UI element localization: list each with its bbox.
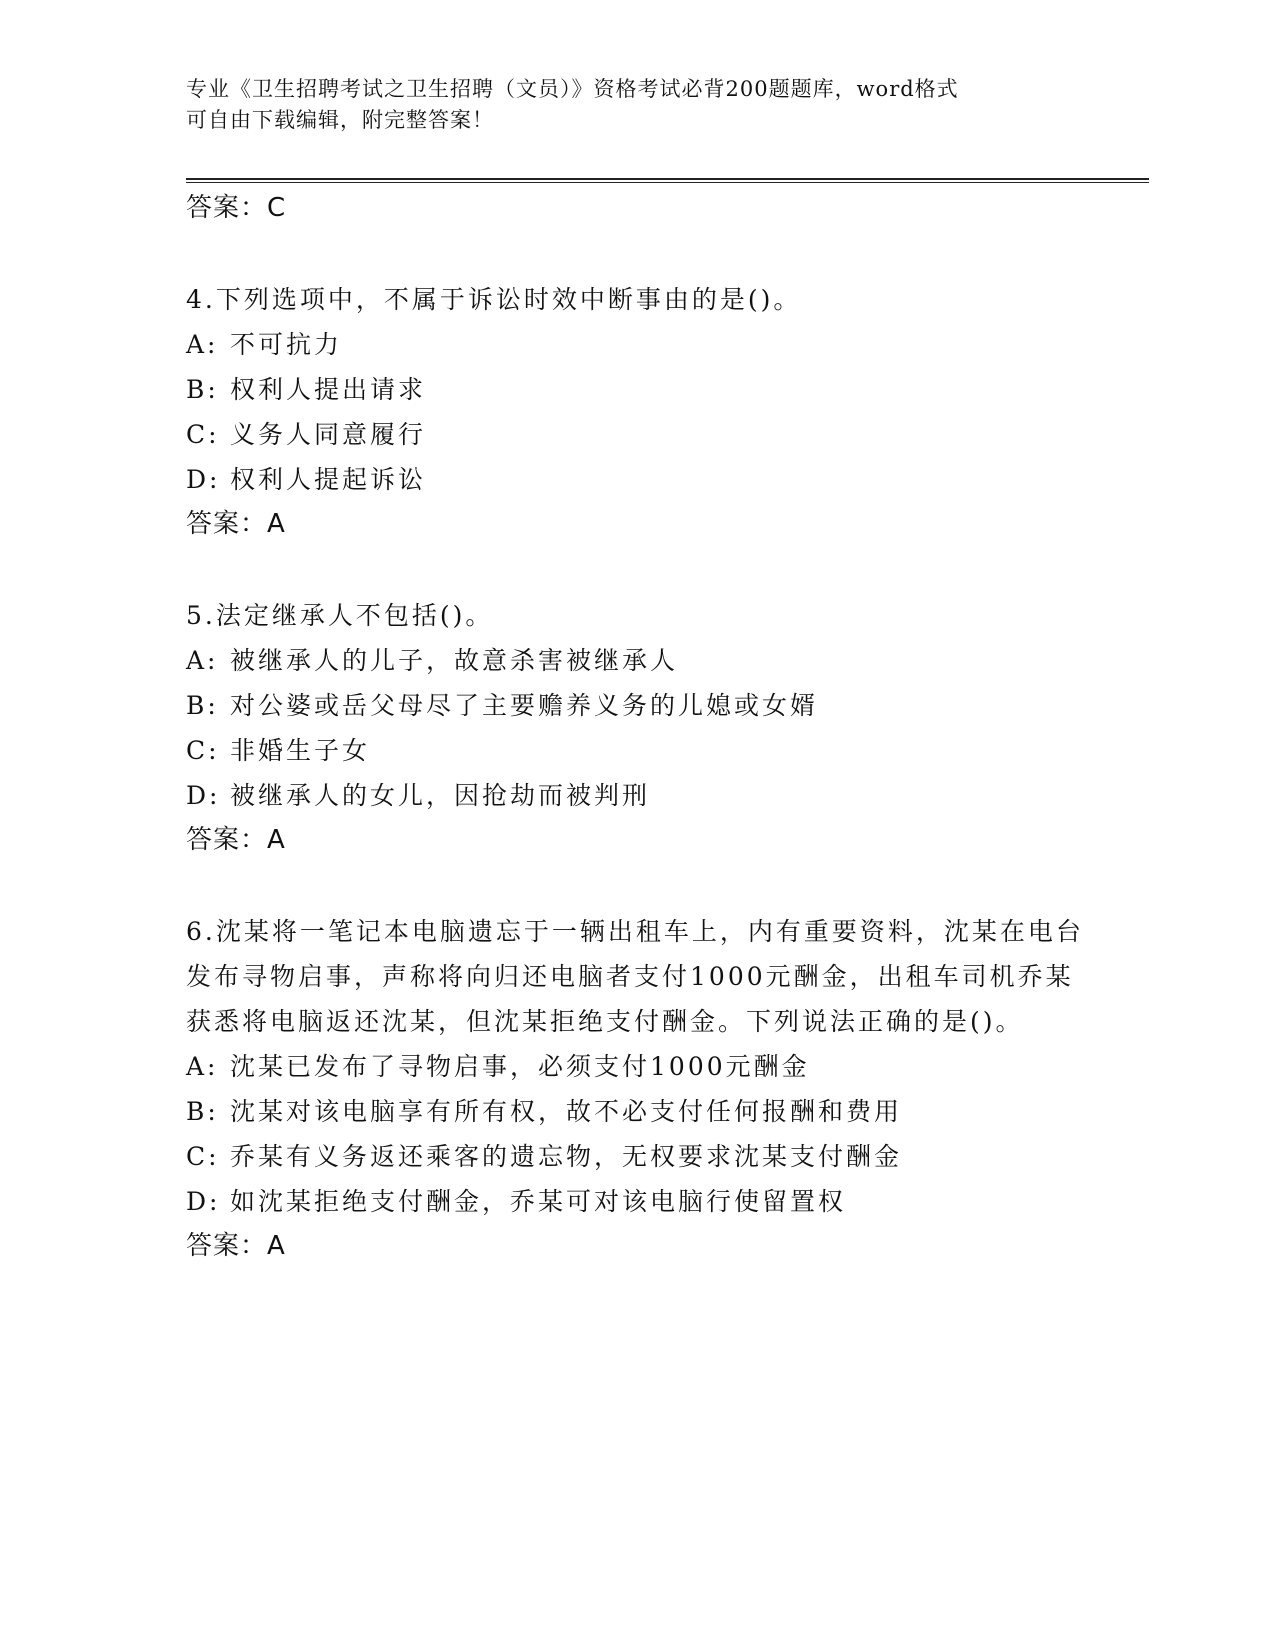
question-item	[186, 909, 1086, 1269]
question-stem: 5.法定继承人不包括()。	[186, 601, 494, 630]
option-a	[186, 638, 1086, 683]
answer-label: 答案：	[186, 193, 268, 223]
option-text: 沈某对该电脑享有所有权，故不必支付任何报酬和费用	[230, 1097, 903, 1126]
option-letter: B:	[186, 1097, 219, 1126]
option-text: 沈某已发布了寻物启事，必须支付1000元酬金	[230, 1052, 810, 1081]
option-letter: C:	[186, 420, 220, 449]
option-c	[186, 412, 1086, 457]
page-header	[186, 74, 1066, 136]
header-line-2: 可自由下载编辑，附完整答案！	[186, 108, 494, 132]
option-text: 权利人提出请求	[230, 375, 427, 404]
answer-value: A	[267, 1231, 286, 1261]
option-letter: B:	[186, 375, 219, 404]
option-d	[186, 1179, 1086, 1224]
option-letter: A:	[186, 1052, 219, 1081]
question-stem: 4.下列选项中，不属于诉讼时效中断事由的是()。	[186, 285, 802, 314]
option-letter: C:	[186, 736, 220, 765]
option-a	[186, 322, 1086, 367]
question-item	[186, 593, 1086, 863]
option-text: 被继承人的儿子，故意杀害被继承人	[230, 646, 679, 675]
option-letter: A:	[186, 646, 219, 675]
option-letter: D:	[186, 1187, 221, 1216]
option-text: 如沈某拒绝支付酬金，乔某可对该电脑行使留置权	[230, 1187, 847, 1216]
option-letter: C:	[186, 1142, 220, 1171]
option-letter: D:	[186, 465, 221, 494]
header-divider	[186, 178, 1149, 183]
option-d	[186, 773, 1086, 818]
question-item	[186, 277, 1086, 547]
answer-value: A	[267, 509, 286, 539]
option-letter: B:	[186, 691, 219, 720]
header-line-1: 专业《卫生招聘考试之卫生招聘（文员）》资格考试必背200题题库，word格式	[186, 77, 959, 101]
option-text: 义务人同意履行	[230, 420, 427, 449]
option-b	[186, 683, 1086, 728]
answer-line	[186, 186, 1086, 231]
answer-label: 答案：	[186, 825, 268, 855]
answer-line	[186, 818, 1086, 863]
answer-value: C	[267, 193, 287, 223]
option-b	[186, 367, 1086, 412]
answer-line	[186, 1224, 1086, 1269]
answer-value: A	[267, 825, 286, 855]
option-d	[186, 457, 1086, 502]
option-c	[186, 1134, 1086, 1179]
option-letter: D:	[186, 781, 221, 810]
option-a	[186, 1044, 1086, 1089]
option-text: 乔某有义务返还乘客的遗忘物，无权要求沈某支付酬金	[230, 1142, 903, 1171]
answer-label: 答案：	[186, 509, 268, 539]
option-text: 非婚生子女	[230, 736, 371, 765]
option-text: 被继承人的女儿，因抢劫而被判刑	[230, 781, 651, 810]
option-text: 权利人提起诉讼	[230, 465, 427, 494]
option-text: 不可抗力	[230, 330, 343, 359]
option-text: 对公婆或岳父母尽了主要赡养义务的儿媳或女婿	[230, 691, 819, 720]
answer-label: 答案：	[186, 1231, 268, 1261]
option-b	[186, 1089, 1086, 1134]
question-list	[186, 186, 1086, 1315]
question-stem: 6.沈某将一笔记本电脑遗忘于一辆出租车上，内有重要资料，沈某在电台发布寻物启事，声称将向归还电脑者支付1000元酬金，出租车司机乔某获悉将电脑返还沈某，但沈某拒绝支付酬金。下列说法正确的是()。	[186, 917, 1084, 1036]
option-letter: A:	[186, 330, 219, 359]
answer-line	[186, 502, 1086, 547]
option-c	[186, 728, 1086, 773]
